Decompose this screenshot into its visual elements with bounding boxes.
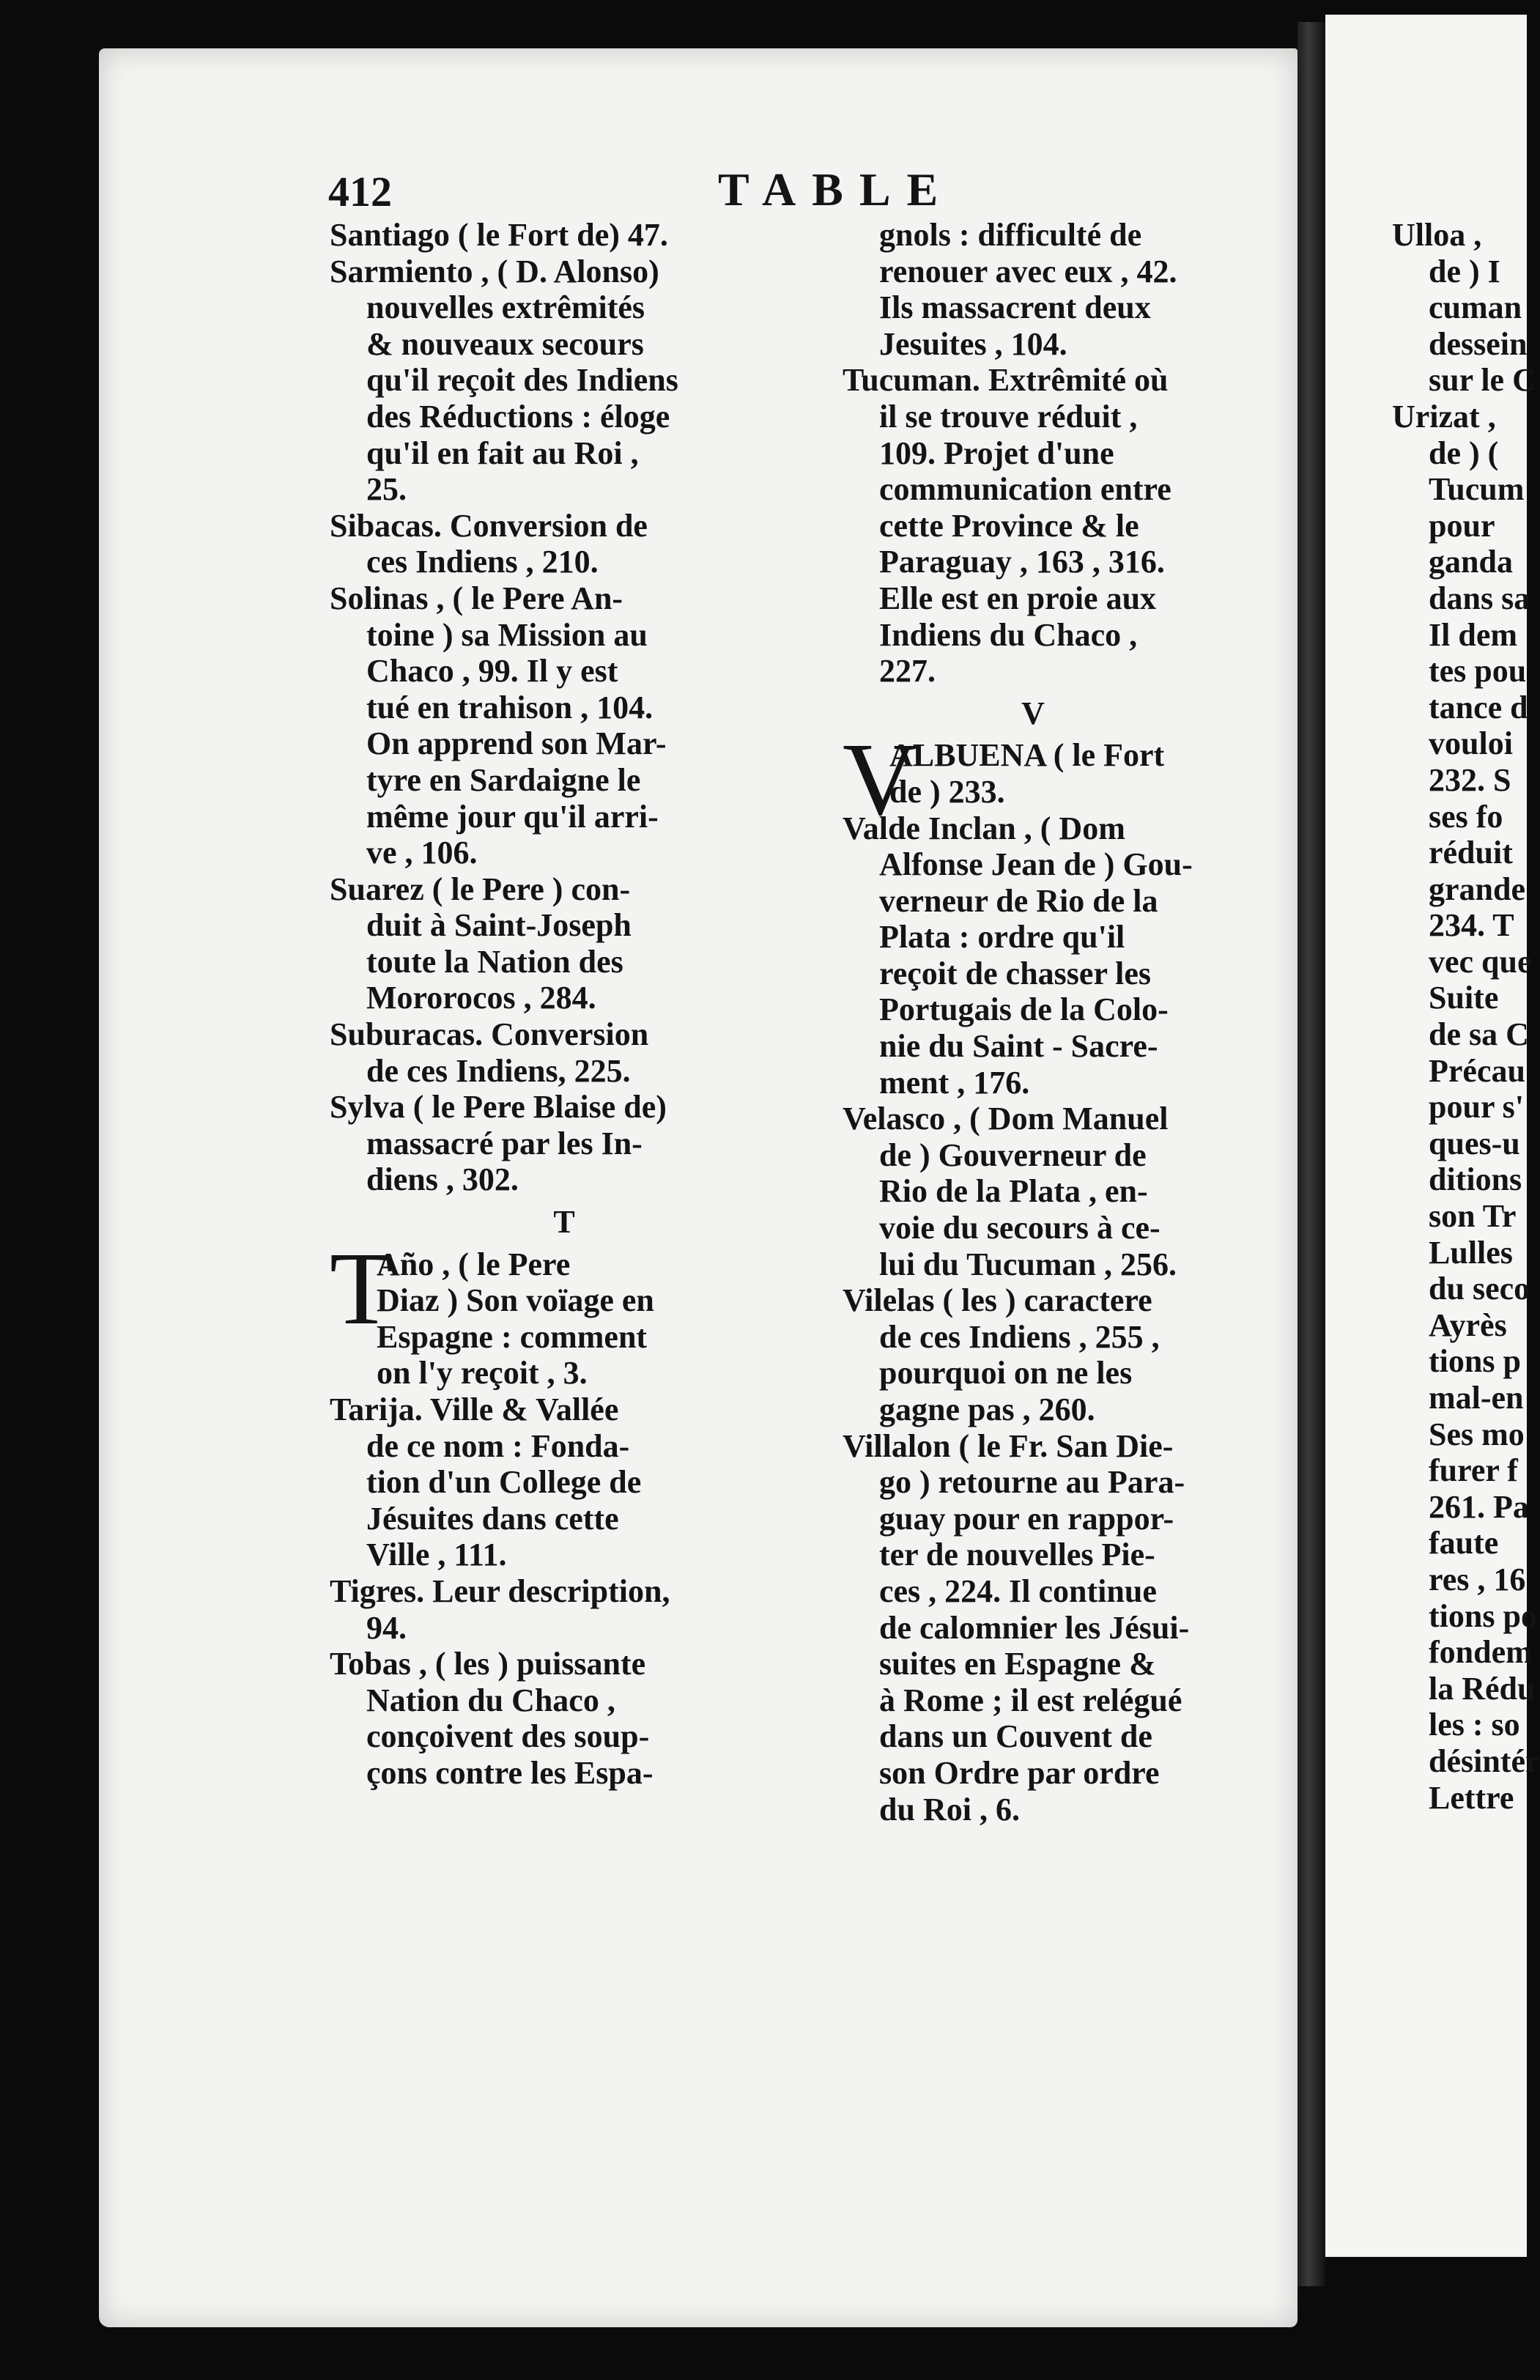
index-entry-line: de calomnier les Jésui- bbox=[879, 1609, 1190, 1646]
facing-page-line: ditions bbox=[1429, 1161, 1522, 1198]
facing-page-line: tions po bbox=[1429, 1597, 1537, 1634]
index-entry-line: reçoit de chasser les bbox=[879, 955, 1152, 991]
index-entry-line: tué en trahison , 104. bbox=[366, 689, 654, 725]
index-entry-line: Nation du Chaco , bbox=[366, 1682, 615, 1718]
index-entry-line: ve , 106. bbox=[366, 835, 478, 871]
index-entry-line: de ces Indiens, 225. bbox=[366, 1052, 631, 1089]
index-entry-line: Villalon ( le Fr. San Die- bbox=[843, 1427, 1174, 1464]
index-entry-line: duit à Saint-Joseph bbox=[366, 907, 632, 944]
facing-page-line: grande bbox=[1429, 871, 1525, 907]
index-entry-line: Paraguay , 163 , 316. bbox=[879, 544, 1165, 580]
index-entry-line: Chaco , 99. Il y est bbox=[366, 653, 618, 690]
facing-page-line: tions p bbox=[1429, 1343, 1521, 1380]
index-entry-line: ter de nouvelles Pie- bbox=[879, 1537, 1155, 1573]
facing-page-line: la Rédu bbox=[1429, 1670, 1536, 1707]
facing-page-line: Ulloa , bbox=[1392, 217, 1482, 253]
index-entry-line: tion d'un College de bbox=[366, 1464, 642, 1501]
index-entry-line: de ) 233. bbox=[889, 773, 1005, 810]
index-entry-line: go ) retourne au Para- bbox=[879, 1464, 1185, 1501]
index-entry-line: suites en Espagne & bbox=[879, 1646, 1156, 1682]
index-entry-line: verneur de Rio de la bbox=[879, 882, 1158, 919]
drop-cap-v: V bbox=[843, 721, 918, 838]
index-entry-line: ces Indiens , 210. bbox=[366, 544, 599, 580]
index-entry-line: Plata : ordre qu'il bbox=[879, 919, 1125, 956]
index-entry-line: renouer avec eux , 42. bbox=[879, 253, 1177, 289]
index-entry-line: pourquoi on ne les bbox=[879, 1355, 1133, 1392]
facing-page-line: Tucum bbox=[1429, 471, 1525, 508]
facing-page-line: Précau bbox=[1429, 1052, 1525, 1089]
index-entry-line: son Ordre par ordre bbox=[879, 1754, 1160, 1791]
index-entry-line: même jour qu'il arri- bbox=[366, 798, 659, 835]
index-entry-line: communication entre bbox=[879, 471, 1171, 508]
index-entry bbox=[330, 1016, 799, 1089]
facing-page-line: de sa C bbox=[1429, 1016, 1529, 1053]
index-entry-line: Ville , 111. bbox=[366, 1537, 507, 1573]
index-entry-line: massacré par les In- bbox=[366, 1125, 643, 1161]
page-number: 412 bbox=[328, 168, 392, 215]
facing-page-line: cuman bbox=[1429, 289, 1522, 326]
index-entry bbox=[330, 508, 799, 580]
index-entry-line: Diaz ) Son voïage en bbox=[377, 1282, 654, 1319]
index-entry bbox=[843, 1101, 1224, 1282]
index-entry-line: on l'y reçoit , 3. bbox=[377, 1355, 588, 1392]
facing-page-line: Urizat , bbox=[1392, 398, 1496, 435]
index-entry-line: & nouveaux secours bbox=[366, 325, 644, 362]
index-entry-line: des Réductions : éloge bbox=[366, 398, 670, 435]
index-entry-line: Tobas , ( les ) puissante bbox=[330, 1646, 646, 1682]
facing-page-line: les : so bbox=[1429, 1707, 1520, 1743]
index-entry-line: Tigres. Leur description, bbox=[330, 1572, 670, 1609]
facing-page-line: réduit bbox=[1429, 835, 1513, 871]
facing-page-line: de ) I bbox=[1429, 253, 1500, 289]
index-entry-line: Ils massacrent deux bbox=[879, 289, 1151, 326]
facing-page-line: Il dem bbox=[1429, 616, 1517, 653]
drop-cap-t: T bbox=[330, 1230, 393, 1346]
index-entry-line: ALBUENA ( le Fort bbox=[889, 737, 1165, 774]
facing-page-line: de ) ( bbox=[1429, 435, 1499, 471]
index-entry-line: dans un Couvent de bbox=[879, 1718, 1152, 1755]
index-entry-line: Sibacas. Conversion de bbox=[330, 507, 648, 544]
facing-page-line: vec que bbox=[1429, 943, 1532, 980]
index-entry-line: qu'il reçoit des Indiens bbox=[366, 362, 678, 399]
index-entry bbox=[330, 217, 799, 254]
facing-page-line: tes pou bbox=[1429, 653, 1527, 690]
facing-page-line: faute bbox=[1429, 1525, 1499, 1562]
index-entry-line: gagne pas , 260. bbox=[879, 1392, 1095, 1427]
index-entry-line: Sarmiento , ( D. Alonso) bbox=[330, 253, 659, 289]
index-entry-line: Vilelas ( les ) caractere bbox=[843, 1282, 1152, 1319]
index-entry-line: toute la Nation des bbox=[366, 943, 623, 980]
index-entry-line: 25. bbox=[366, 471, 407, 508]
index-entry bbox=[843, 1282, 1224, 1427]
index-entry-line: Suarez ( le Pere ) con- bbox=[330, 871, 631, 907]
index-entry-tano bbox=[330, 1230, 799, 1392]
index-entry bbox=[843, 362, 1224, 689]
index-entry-line: Sylva ( le Pere Blaise de) bbox=[330, 1089, 667, 1126]
facing-page-line: désintér bbox=[1429, 1742, 1540, 1779]
index-entry bbox=[843, 1428, 1224, 1828]
index-entry-line: 94. bbox=[366, 1609, 407, 1646]
index-entry-line: Velasco , ( Dom Manuel bbox=[843, 1101, 1169, 1137]
index-entry-line: tyre en Sardaigne le bbox=[366, 761, 641, 798]
facing-page-line: dans sa bbox=[1429, 580, 1530, 616]
facing-page-line: Lulles bbox=[1429, 1234, 1513, 1271]
facing-page-line: du seco bbox=[1429, 1271, 1530, 1307]
index-entry-line: Santiago ( le Fort de) 47. bbox=[330, 217, 668, 253]
index-entry-line: Valde Inclan , ( Dom bbox=[843, 810, 1125, 846]
index-entry-line: voie du secours à ce- bbox=[879, 1210, 1160, 1246]
index-entry-line: gnols : difficulté de bbox=[879, 217, 1142, 253]
running-head bbox=[0, 163, 1527, 218]
index-entry-line: cette Province & le bbox=[879, 507, 1139, 544]
facing-page-line: tance d bbox=[1429, 689, 1528, 725]
index-entry-line: il se trouve réduit , bbox=[879, 398, 1138, 435]
index-entry bbox=[843, 810, 1224, 1101]
facing-page-line: sur le C bbox=[1429, 362, 1536, 399]
index-entry-line: Portugais de la Colo- bbox=[879, 991, 1169, 1028]
index-entry-line: 227. bbox=[879, 653, 936, 690]
facing-page-line: Lettre bbox=[1429, 1779, 1514, 1816]
index-entry-line: de ) Gouverneur de bbox=[879, 1137, 1147, 1173]
index-entry-line: çons contre les Espa- bbox=[366, 1754, 654, 1791]
index-entry-line: Mororocos , 284. bbox=[366, 980, 596, 1016]
facing-page-text bbox=[1392, 217, 1540, 1816]
index-entry-line: du Roi , 6. bbox=[879, 1791, 1020, 1828]
index-entry-line: On apprend son Mar- bbox=[366, 725, 667, 762]
facing-page-line: ques-u bbox=[1429, 1125, 1520, 1161]
index-entry-line: Alfonse Jean de ) Gou- bbox=[879, 846, 1193, 883]
index-entry-line: de ce nom : Fonda- bbox=[366, 1427, 630, 1464]
index-entry bbox=[330, 1573, 799, 1646]
section-letter-v: V bbox=[1021, 695, 1045, 731]
facing-page-line: son Tr bbox=[1429, 1198, 1517, 1235]
index-entry-line: à Rome ; il est relégué bbox=[879, 1682, 1182, 1718]
facing-page-line: ganda bbox=[1429, 544, 1513, 580]
index-entry-line: Suburacas. Conversion bbox=[330, 1016, 649, 1053]
facing-page-line: furer f bbox=[1429, 1452, 1518, 1489]
index-entry-line: guay pour en rappor- bbox=[879, 1500, 1174, 1537]
facing-page-line: pour bbox=[1429, 507, 1495, 544]
index-column-left bbox=[330, 217, 799, 1792]
index-entry-line: Elle est en proie aux bbox=[879, 580, 1157, 616]
facing-page-line: ses fo bbox=[1429, 798, 1503, 835]
facing-page-line: Ayrès bbox=[1429, 1307, 1507, 1343]
index-entry bbox=[330, 1089, 799, 1198]
index-entry-line: nie du Saint - Sacre- bbox=[879, 1028, 1158, 1065]
index-entry-line: conçoivent des soup- bbox=[366, 1718, 650, 1755]
facing-page-line: res , 16 bbox=[1429, 1561, 1526, 1597]
facing-page-line: Suite bbox=[1429, 980, 1499, 1016]
facing-page-line: 232. S bbox=[1429, 761, 1511, 798]
index-entry-line: toine ) sa Mission au bbox=[366, 616, 648, 653]
index-entry-line: Jesuites , 104. bbox=[879, 325, 1067, 362]
facing-page-line: fondem bbox=[1429, 1634, 1533, 1671]
index-entry-line: 109. Projet d'une bbox=[879, 435, 1114, 471]
facing-page-line: mal-en bbox=[1429, 1380, 1524, 1416]
index-entry bbox=[330, 1392, 799, 1573]
facing-page-line: dessein bbox=[1429, 325, 1528, 362]
index-entry-line: Indiens du Chaco , bbox=[879, 616, 1138, 653]
index-entry-line: qu'il en fait au Roi , bbox=[366, 435, 639, 471]
section-letter-t: T bbox=[553, 1204, 575, 1241]
facing-page-line: 261. Pa bbox=[1429, 1488, 1529, 1525]
index-entry bbox=[330, 580, 799, 871]
book-gutter bbox=[1297, 22, 1325, 2286]
page-title: TABLE bbox=[718, 163, 955, 215]
index-entry-line: ces , 224. Il continue bbox=[879, 1572, 1157, 1609]
index-entry-line: Tucuman. Extrêmité où bbox=[843, 362, 1169, 399]
facing-page-line: 234. T bbox=[1429, 907, 1514, 944]
facing-page-line: Ses mo bbox=[1429, 1416, 1525, 1452]
index-entry-line: Tarija. Ville & Vallée bbox=[330, 1392, 619, 1427]
index-column-right bbox=[843, 217, 1224, 1828]
index-entry-line: ment , 176. bbox=[879, 1064, 1030, 1101]
index-entry-line: diens , 302. bbox=[366, 1161, 519, 1198]
index-entry-line: Año , ( le Pere bbox=[377, 1246, 571, 1282]
facing-page-line: vouloi bbox=[1429, 725, 1513, 762]
index-entry-line: nouvelles extrêmités bbox=[366, 289, 645, 326]
index-entry bbox=[330, 254, 799, 508]
index-entry-line: de ces Indiens , 255 , bbox=[879, 1318, 1160, 1355]
index-entry-line: lui du Tucuman , 256. bbox=[879, 1246, 1177, 1282]
index-entry-line: Jésuites dans cette bbox=[366, 1500, 619, 1537]
facing-page-line: pour s' bbox=[1429, 1089, 1525, 1126]
index-entry bbox=[330, 1646, 799, 1791]
index-entry-line: Espagne : comment bbox=[377, 1318, 648, 1355]
index-entry bbox=[330, 871, 799, 1016]
index-entry-line: Rio de la Plata , en- bbox=[879, 1173, 1148, 1210]
index-entry-line: Solinas , ( le Pere An- bbox=[330, 580, 623, 616]
